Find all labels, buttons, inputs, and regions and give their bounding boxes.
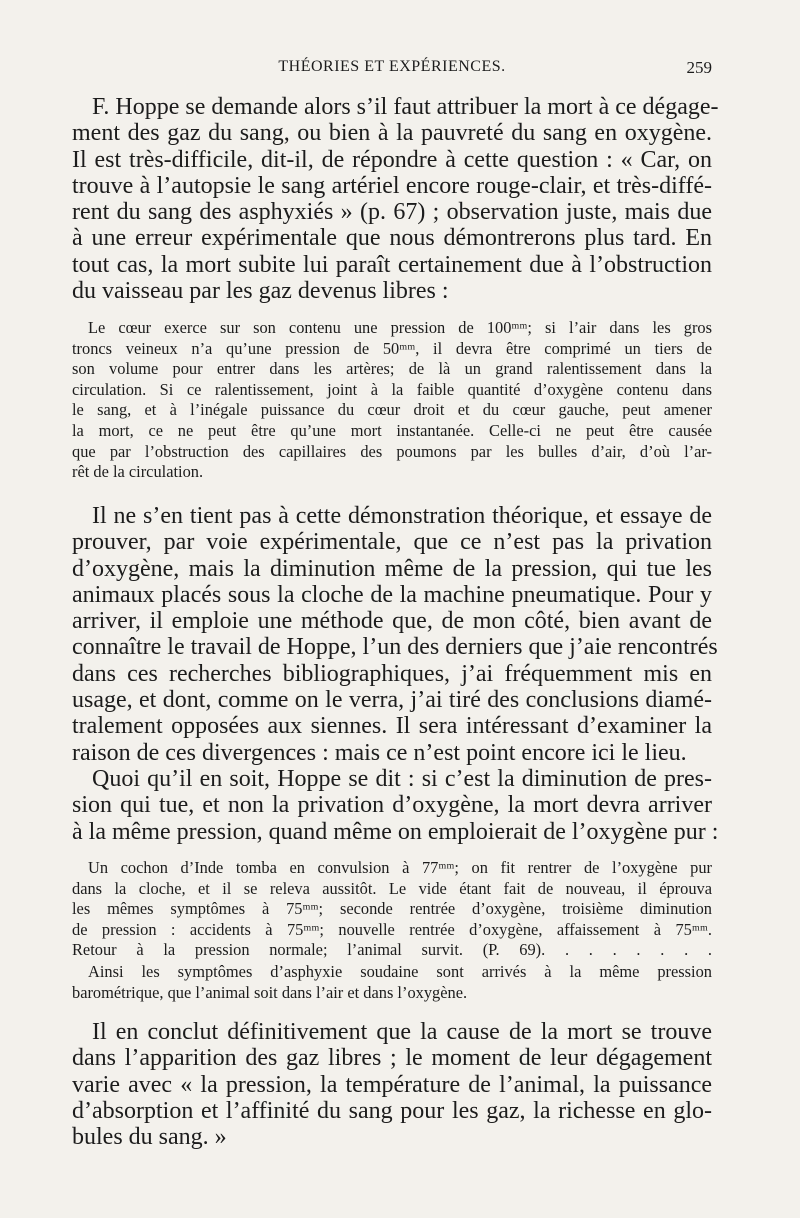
text-line: barométrique, que l’animal soit dans l’air et dans l’oxygène.: [72, 982, 468, 1002]
text-line: de pression : accidents à 75ᵐᵐ; nouvelle rentrée d’oxygène, affaissement à 75ᵐᵐ.: [72, 919, 712, 939]
text-line: varie avec « la pression, la température de l’animal, la puissance: [72, 1071, 712, 1098]
text-line: la mort, ce ne peut être qu’une mort instantanée. Celle-ci ne peut être causée: [72, 420, 712, 440]
text-line: Ainsi les symptômes d’asphyxie soudaine sont arrivés à la même pression: [88, 962, 712, 981]
text-line: à la même pression, quand même on emploierait de l’oxygène pur :: [72, 818, 719, 845]
text-line: du vaisseau par les gaz devenus libres :: [72, 278, 449, 305]
text-line: ment des gaz du sang, ou bien à la pauvreté du sang en oxygène.: [72, 120, 712, 147]
paragraph-final-conclusion: [72, 1019, 712, 1150]
quote-heart-pressure: [72, 318, 712, 483]
text-line: d’oxygène, mais la diminution même de la pression, qui tue les: [72, 555, 712, 582]
text-line: dans ces recherches bibliographiques, j’ai fréquemment mis en: [72, 660, 712, 687]
text-line: rêt de la circulation.: [72, 462, 204, 482]
running-title: THÉORIES ET EXPÉRIENCES.: [278, 58, 506, 75]
text-line: animaux placés sous la cloche de la machine pneumatique. Pour y: [72, 581, 712, 608]
text-line: rent du sang des asphyxiés » (p. 67) ; observation juste, mais due: [72, 199, 712, 226]
text-line: Retour à la pression normale; l’animal survit. (P. 69). . . . . . . .: [72, 940, 712, 960]
text-line: Il est très-difficile, dit-il, de répondre à cette question : « Car, on: [72, 146, 712, 173]
text-line: son volume pour entrer dans les artères; de là un grand ralentissement dans la: [72, 359, 712, 379]
text-line: Un cochon d’Inde tomba en convulsion à 77ᵐᵐ; on fit rentrer de l’oxygène pur: [88, 858, 712, 877]
text-line: trouve à l’autopsie le sang artériel encore rouge-clair, et très-diffé-: [72, 172, 712, 199]
page-header: [72, 58, 712, 88]
text-line: troncs veineux n’a qu’une pression de 50ᵐᵐ, il devra être comprimé un tiers de: [72, 338, 712, 358]
text-line: d’absorption et l’affinité du sang pour les gaz, la richesse en glo-: [72, 1097, 712, 1124]
text-line: Le cœur exerce sur son contenu une pression de 100ᵐᵐ; si l’air dans les gros: [88, 318, 712, 337]
text-line: bules du sang. »: [72, 1124, 227, 1151]
text-line: dans l’apparition des gaz libres ; le moment de leur dégagement: [72, 1045, 712, 1072]
text-line: tout cas, la mort subite lui paraît certainement due à l’obstruction: [72, 251, 712, 278]
text-line: tralement opposées aux siennes. Il sera intéressant d’examiner la: [72, 713, 712, 740]
text-line: connaître le travail de Hoppe, l’un des derniers que j’aie rencontrés: [72, 634, 718, 661]
text-line: le sang, et à l’inégale puissance du cœur droit et du cœur gauche, peut amener: [72, 400, 712, 420]
text-line: à une erreur expérimentale que nous démontrerons plus tard. En: [72, 225, 712, 252]
paragraph-hoppe-question: [72, 94, 719, 305]
text-line: raison de ces divergences : mais ce n’est point encore ici le lieu.: [72, 739, 687, 766]
paragraph-pressure-hypothesis: [72, 766, 719, 845]
text-line: Il en conclut définitivement que la cause de la mort se trouve: [92, 1019, 712, 1045]
text-line: prouver, par voie expérimentale, que ce n’est pas la privation: [72, 529, 712, 556]
text-line: Il ne s’en tient pas à cette démonstration théorique, et essaye de: [92, 503, 712, 529]
text-line: dans la cloche, et il se releva aussitôt. Le vide étant fait de nouveau, il éprouva: [72, 878, 712, 898]
text-line: usage, et dont, comme on le verra, j’ai tiré des conclusions diamé-: [72, 687, 712, 714]
quote-guinea-pig-experiment: [72, 858, 712, 961]
quote-asphyxia-conclusion: [72, 962, 712, 1003]
text-line: Quoi qu’il en soit, Hoppe se dit : si c’est la diminution de pres-: [92, 766, 712, 792]
paragraph-experimental-method: [72, 503, 718, 766]
text-line: sion qui tue, et non la privation d’oxygène, la mort devra arriver: [72, 792, 712, 819]
text-line: les mêmes symptômes à 75ᵐᵐ; seconde rentrée d’oxygène, troisième diminution: [72, 899, 712, 919]
page-number: 259: [686, 58, 712, 77]
text-line: F. Hoppe se demande alors s’il faut attribuer la mort à ce dégage-: [92, 94, 719, 120]
text-line: arriver, il emploie une méthode que, de mon côté, bien avant de: [72, 608, 712, 635]
text-line: que par l’obstruction des capillaires des poumons par les bulles d’air, d’où l’ar-: [72, 441, 712, 461]
text-line: circulation. Si ce ralentissement, joint à la faible quantité d’oxygène contenu dans: [72, 379, 712, 399]
